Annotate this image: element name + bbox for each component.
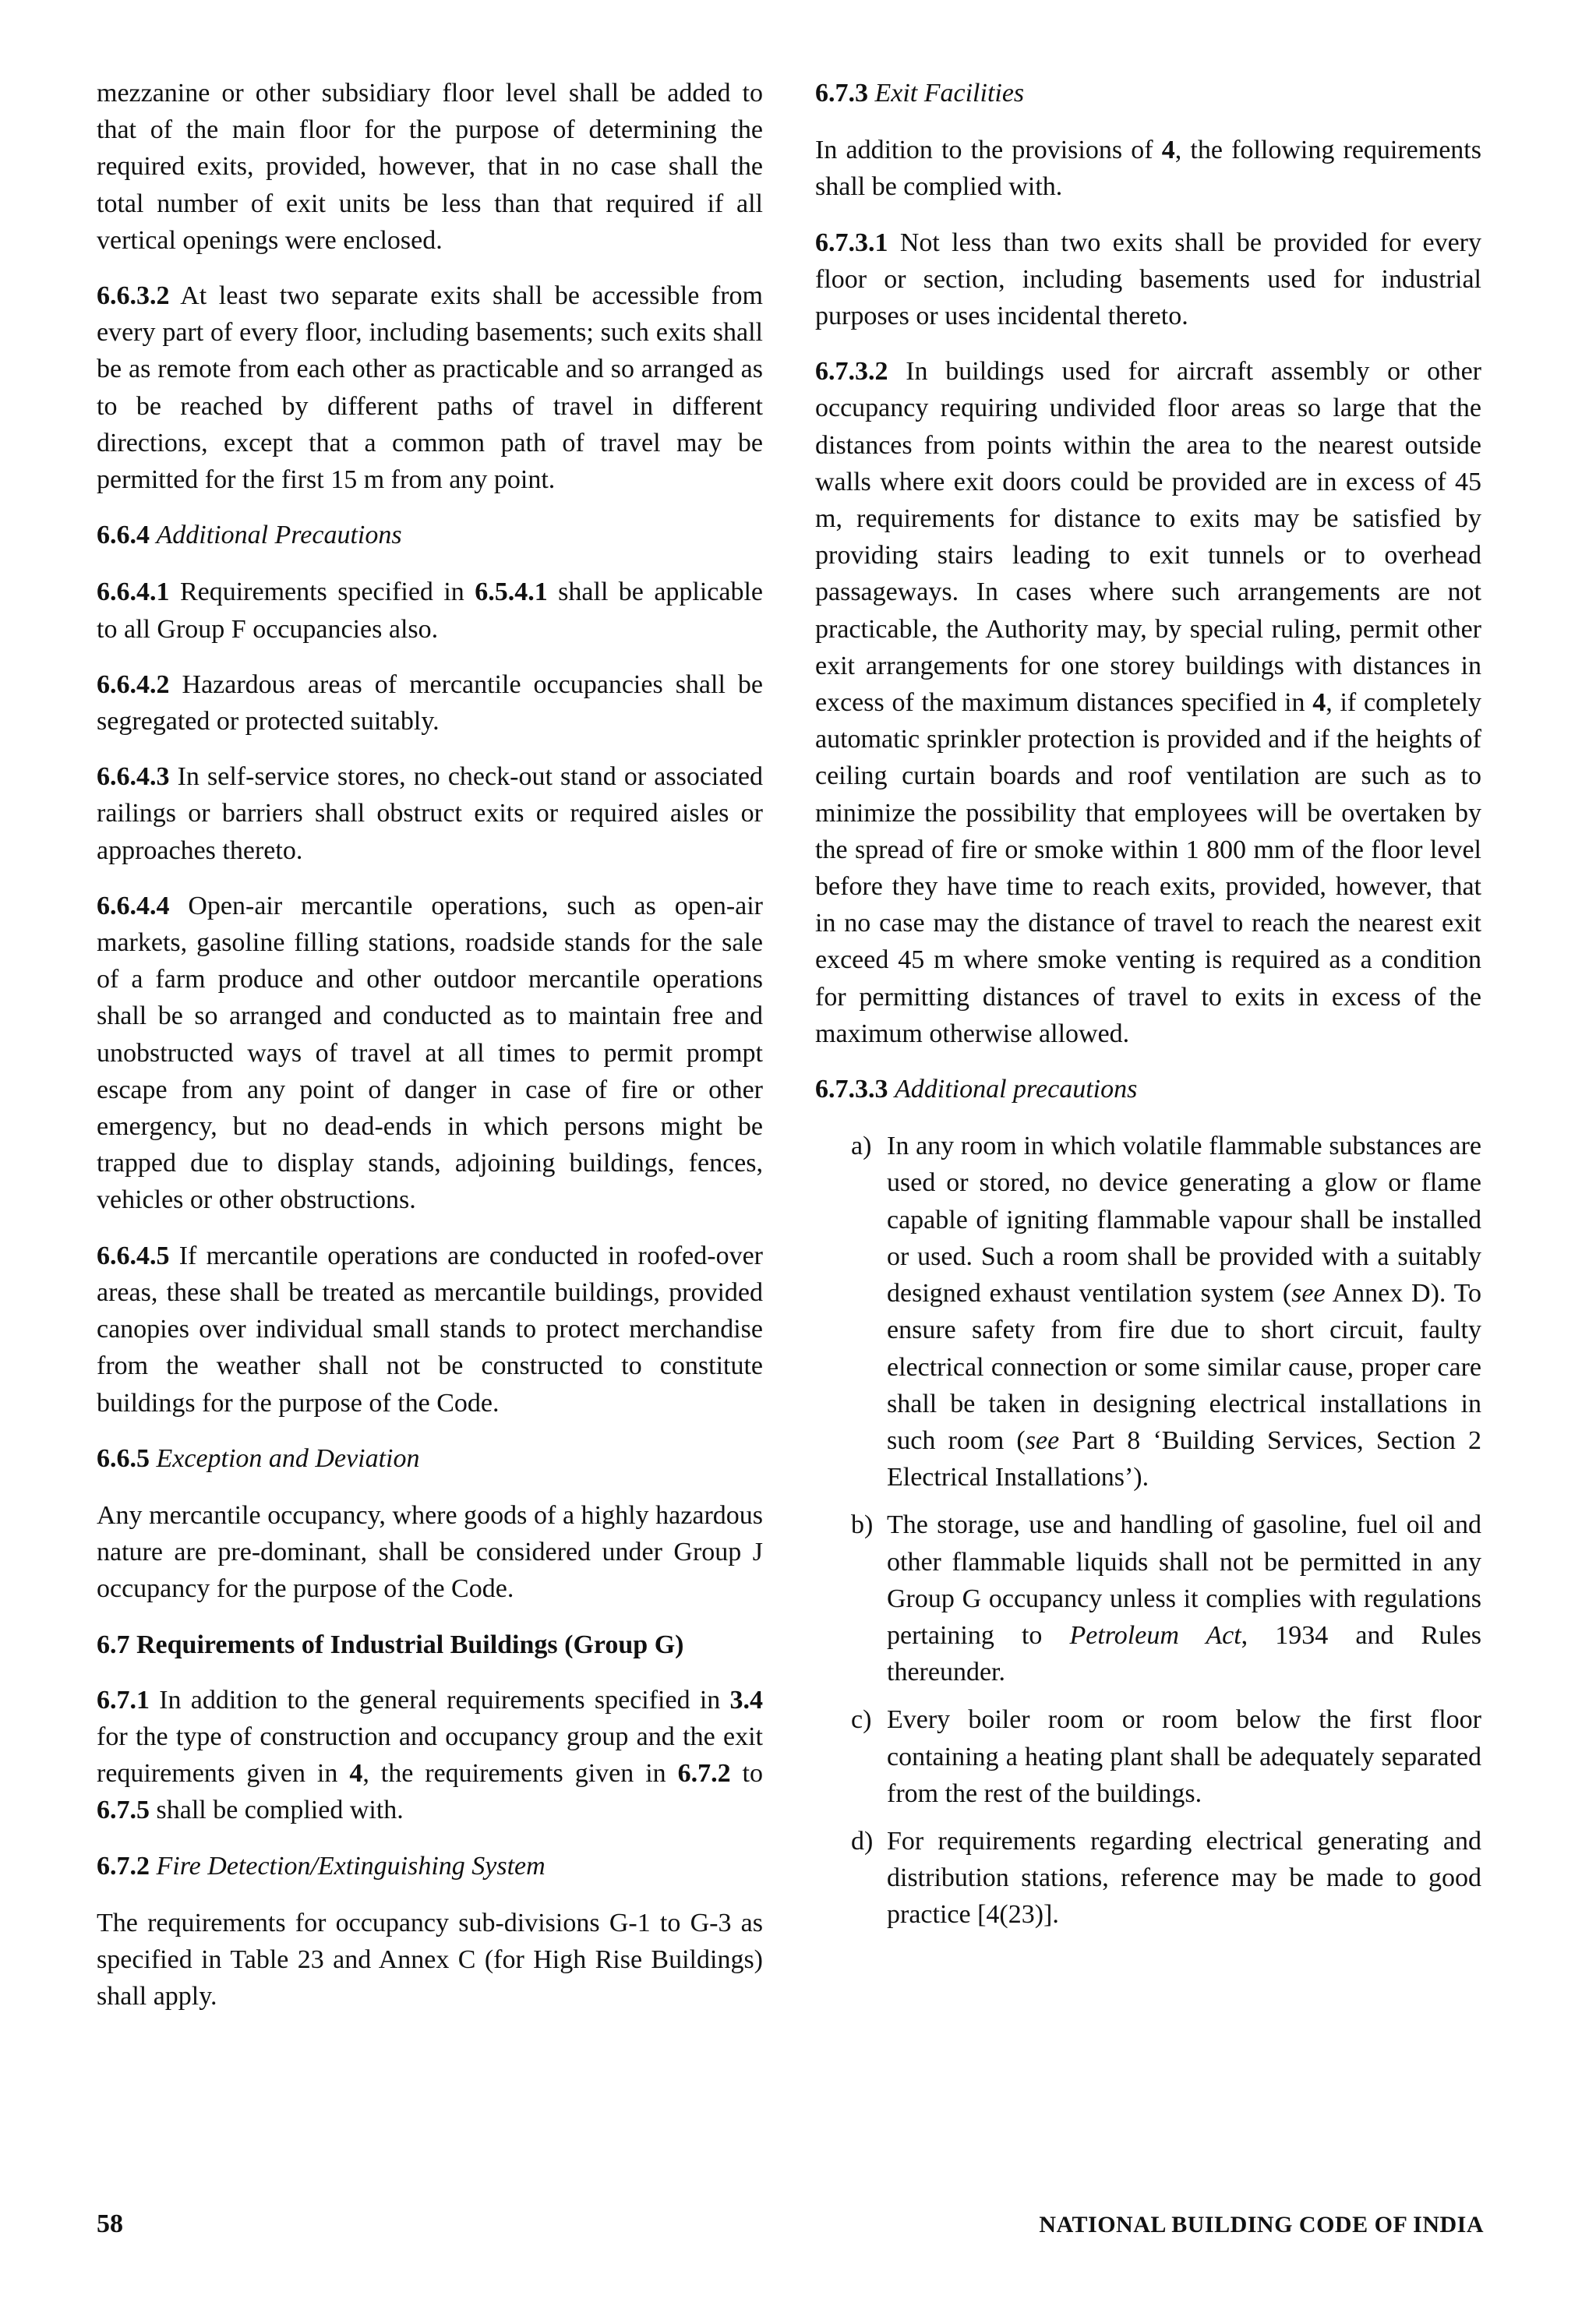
clause-text: , if completely automatic sprinkler protection is provided and if the heights of ceiling curtain boards and roof ventilation are such as to minimize the possibility that employees will be overtaken by the spread of fire or smoke within 1 800 mm of the floor level before they have time to reach exits, provided, however, that in no case may the distance of travel to reach the nearest exit exceed 45 m where smoke venting is required as a condition for permitting distances of travel to exits in excess of the maximum otherwise allowed. (815, 688, 1482, 1048)
clause-text: In buildings used for aircraft assembly or other occupancy requiring undivided floor areas so large that the distances from points within the area to the nearest outside walls where exit doors could be provided are in excess of 45 m, requirements for distance to exits may be satisfied by providing stairs leading to exit tunnels or to overhead passageways. In cases where such arrangements are not practicable, the Authority may, by special ruling, permit other exit arrangements for one storey buildings with distances in excess of the maximum distances specified in (815, 357, 1482, 718)
clause-6-7-3-2 (815, 353, 1481, 1052)
heading-title: Exception and Deviation (156, 1443, 420, 1473)
clause-text: Open-air mercantile operations, such as open-air markets, gasoline filling stations, roadside stands for the sale of a farm produce and other outdoor mercantile operations shall be so arranged and conducted as to maintain free and unobstructed ways of travel at all times to permit prompt escape from any point of danger in case of fire or other emergency, but no dead-ends in which persons might be trapped due to display stands, adjoining buildings, fences, vehicles or other obstructions. (97, 891, 763, 1215)
paragraph-6-7-2: The requirements for occupancy sub-divisions G-1 to G-3 as specified in Table 23 and Annex C (for High Rise Buildings) shall apply. (97, 1908, 763, 2011)
list-item-text-part: Annex D). To ensure safety from fire due to short circuit, faulty electrical connection or some similar cause, proper care shall be taken in designing electrical installations in such room ( (887, 1279, 1482, 1455)
running-footer-title: NATIONAL BUILDING CODE OF INDIA (1039, 2212, 1484, 2238)
see-reference: see (1291, 1279, 1326, 1309)
heading-title: Fire Detection/Extinguishing System (156, 1851, 546, 1881)
list-item (815, 1701, 1481, 1812)
clause-6-6-3-2 (97, 277, 763, 498)
act-reference: Petroleum Act (1069, 1620, 1241, 1650)
clause-6-6-4-3 (97, 758, 763, 869)
clause-reference: 6.5.4.1 (475, 577, 548, 607)
heading-number: 6.6.4 (97, 521, 150, 550)
clause-number: 6.6.3.2 (97, 281, 170, 311)
paragraph-6-6-5: Any mercantile occupancy, where goods of a highly hazardous nature are pre-dominant, shall be considered under Group J occupancy for the purpose of the Code. (97, 1500, 763, 1604)
clause-6-7-3-1 (815, 224, 1481, 335)
list-item-text-part: The storage, use and handling of gasoline, fuel oil and other flammable liquids shall not be permitted in any Group G occupancy unless it complies with regulations pertaining to (887, 1510, 1481, 1650)
clause-number: 6.7.3.1 (815, 228, 888, 257)
clause-text: , the requirements given in (362, 1759, 666, 1789)
paragraph-continuation: mezzanine or other subsidiary floor level shall be added to that of the main floor for the purpose of determining the required exits, provided, however, that in no case shall the total number of exit units be less than that required if all vertical openings were enclosed. (97, 79, 763, 255)
list-item-text: Every boiler room or room below the first floor containing a heating plant shall be adequately separated from the rest of the buildings. (887, 1705, 1481, 1808)
page-number: 58 (97, 2209, 123, 2238)
heading-title: Additional precautions (895, 1075, 1138, 1104)
list-item-text (887, 1128, 1481, 1496)
see-reference: see (1025, 1425, 1060, 1455)
precautions-list (815, 1128, 1481, 1933)
clause-text: Requirements specified in (179, 577, 464, 607)
list-item-text (887, 1506, 1481, 1690)
clause-6-6-4-5 (97, 1238, 763, 1422)
paragraph-6-7-3 (815, 132, 1481, 205)
list-item-text-part: In any room in which volatile flammable substances are used or stored, no device generating a glow or flame capable of igniting flammable vapour shall be installed or used. Such a room shall be provided with a suitably designed exhaust ventilation system ( (887, 1132, 1481, 1309)
clause-number: 6.6.4.1 (97, 577, 170, 607)
clause-number: 6.7.1 (97, 1685, 150, 1715)
clause-number: 6.6.4.3 (97, 762, 170, 792)
list-item-text: For requirements regarding electrical generating and distribution stations, reference may be made to good practice [4(23)]. (887, 1826, 1481, 1930)
list-item-label: a) (851, 1132, 872, 1161)
heading-number: 6.7.2 (97, 1851, 150, 1881)
list-item-text-part: Part 8 ‘Building Services, Section 2 Electrical Installations’). (887, 1425, 1481, 1492)
heading-title: Additional Precautions (156, 521, 402, 550)
clause-text: for the type of construction and occupancy group and the exit requirements given in (97, 1722, 763, 1789)
clause-reference: 4 (1161, 136, 1175, 165)
list-item (815, 1128, 1481, 1496)
heading-number: 6.6.5 (97, 1443, 150, 1473)
heading-6-7-2 (97, 1848, 763, 1884)
clause-number: 6.6.4.4 (97, 891, 170, 920)
heading-number: 6.7.3 (815, 79, 868, 108)
clause-6-7-1 (97, 1682, 763, 1829)
clause-6-6-4-1 (97, 574, 763, 647)
clause-text: In addition to the provisions of (815, 136, 1153, 165)
clause-number: 6.6.4.5 (97, 1241, 170, 1270)
heading-6-7-3-3 (815, 1071, 1481, 1107)
clause-text: , the following requirements shall be complied with. (815, 136, 1481, 202)
list-item-label: b) (851, 1510, 874, 1540)
heading-6-6-4 (97, 517, 763, 553)
heading-6-7-3 (815, 75, 1481, 111)
clause-6-6-4-4 (97, 888, 763, 1219)
clause-text: In addition to the general requirements specified in (159, 1685, 721, 1715)
list-item (815, 1823, 1481, 1934)
clause-text: shall be applicable to all Group F occupancies also. (97, 577, 764, 644)
list-item-text-part: , 1934 and Rules thereunder. (887, 1620, 1482, 1687)
heading-6-6-5 (97, 1440, 763, 1477)
clause-reference: 6.7.2 (677, 1759, 731, 1789)
section-heading-6-7: 6.7 Requirements of Industrial Buildings (Group G) (97, 1630, 684, 1659)
clause-text: At least two separate exits shall be accessible from every part of every floor, including basements; such exits shall be as remote from each other as practicable and so arranged as to be reached by different paths of travel in different directions, except that a common path of travel may be permitted for the first 15 m from any point. (97, 281, 764, 495)
left-column (97, 75, 763, 2033)
clause-number: 6.6.4.2 (97, 669, 170, 699)
clause-text: Hazardous areas of mercantile occupancies shall be segregated or protected suitably. (97, 669, 764, 736)
list-item-label: c) (851, 1705, 872, 1735)
list-item (815, 1506, 1481, 1690)
clause-reference: 4 (1312, 688, 1326, 718)
right-column (815, 75, 1481, 1944)
list-item-label: d) (851, 1826, 874, 1856)
clause-number: 6.7.3.2 (815, 357, 888, 387)
clause-reference: 6.7.5 (97, 1796, 150, 1825)
clause-reference: 3.4 (729, 1685, 764, 1715)
clause-text: shall be complied with. (156, 1796, 404, 1825)
clause-text: Not less than two exits shall be provided for every floor or section, including basements used for industrial purposes or uses incidental thereto. (815, 228, 1481, 331)
clause-text: to (742, 1759, 763, 1789)
clause-text: If mercantile operations are conducted in roofed-over areas, these shall be treated as mercantile buildings, provided canopies over individual small stands to protect merchandise from the weather shall not be constructed to constitute buildings for the purpose of the Code. (97, 1241, 763, 1418)
heading-number: 6.7.3.3 (815, 1075, 888, 1104)
clause-text: In self-service stores, no check-out stand or associated railings or barriers shall obstruct exits or required aisles or approaches thereto. (97, 762, 764, 865)
clause-reference: 4 (349, 1759, 363, 1789)
heading-title: Exit Facilities (874, 79, 1025, 108)
clause-6-6-4-2 (97, 666, 763, 740)
